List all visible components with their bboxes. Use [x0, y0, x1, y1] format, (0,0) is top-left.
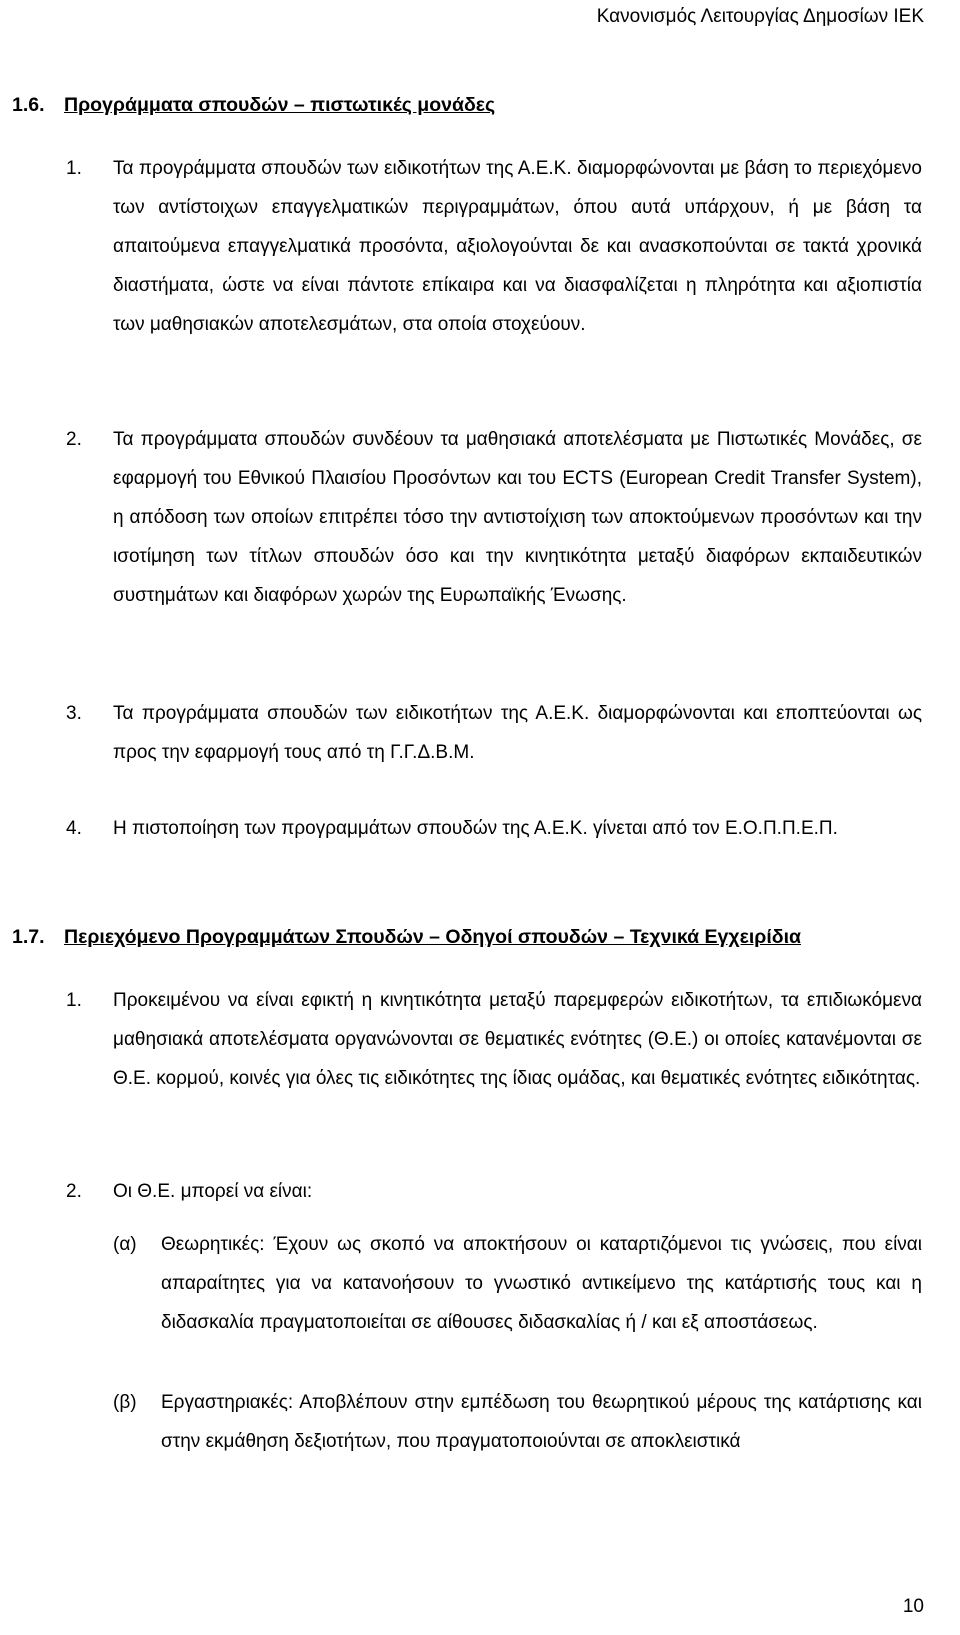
sub-list-item-text: Εργαστηριακές: Αποβλέπουν στην εμπέδωση του θεωρητικού μέρους της κατάρτισης και στην εκμάθηση δεξιοτήτων, που πραγματοποιούνται σε αποκλειστικά: [161, 1392, 922, 1452]
sub-list-item-text: Θεωρητικές: Έχουν ως σκοπό να αποκτήσουν οι καταρτιζόμενοι τις γνώσεις, που είναι απαραίτητες για να κατανοήσουν το γνωστικό αντικείμενο της κατάρτισής τους και η διδασκαλία πραγματοποιείται σε αίθουσες διδασκαλίας ή / και εξ αποστάσεως.: [161, 1234, 922, 1333]
section-heading-1-7: [12, 926, 922, 949]
page-number: 10: [902, 1596, 924, 1617]
list-item-number: 2.: [66, 1181, 82, 1202]
sub-list-item: [113, 1383, 922, 1461]
list-item-number: 4.: [66, 818, 82, 839]
list-item: [66, 420, 922, 615]
sub-list-item-label: (α): [113, 1234, 137, 1255]
list-item-number: 2.: [66, 429, 82, 450]
list-item-text: Προκειμένου να είναι εφικτή η κινητικότητα μεταξύ παρεμφερών ειδικοτήτων, τα επιδιωκόμενα μαθησιακά αποτελέσματα οργανώνονται σε θεματικές ενότητες (Θ.Ε.) οι οποίες κατανέμονται σε Θ.Ε. κορμού, κοινές για όλες τις ειδικότητες της ίδιας ομάδας, και θεματικές ενότητες ειδικότητας.: [113, 990, 922, 1089]
list-item: [66, 809, 922, 848]
list-item-text: Οι Θ.Ε. μπορεί να είναι:: [113, 1181, 313, 1202]
list-item-text: Η πιστοποίηση των προγραμμάτων σπουδών της Α.Ε.Κ. γίνεται από τον Ε.Ο.Π.Π.Ε.Π.: [113, 818, 838, 839]
sub-list-item: [113, 1225, 922, 1342]
running-header: Κανονισμός Λειτουργίας Δημοσίων ΙΕΚ: [596, 6, 924, 27]
sub-list-item-label: (β): [113, 1392, 137, 1413]
list-item-text: Τα προγράμματα σπουδών συνδέουν τα μαθησιακά αποτελέσματα με Πιστωτικές Μονάδες, σε εφαρμογή του Εθνικού Πλαισίου Προσόντων και του ECTS (European Credit Transfer System), η απόδοση των οποίων επιτρέπει τόσο την αντιστοίχιση των αποκτούμενων προσόντων και την ισοτίμηση των τίτλων σπουδών όσο και την κινητικότητα μεταξύ διαφόρων εκπαιδευτικών συστημάτων και διαφόρων χωρών της Ευρωπαϊκής Ένωσης.: [113, 429, 922, 606]
list-item: [66, 694, 922, 772]
list-item: [66, 1172, 922, 1211]
section-heading-1-6: [12, 94, 922, 117]
section-number: 1.6.: [12, 94, 45, 116]
list-item-number: 1.: [66, 990, 82, 1011]
list-item-number: 3.: [66, 703, 82, 724]
list-item: [66, 149, 922, 344]
section-number: 1.7.: [12, 926, 45, 948]
section-title: Περιεχόμενο Προγραμμάτων Σπουδών – Οδηγοί σπουδών – Τεχνικά Εγχειρίδια: [64, 926, 802, 948]
list-item-text: Τα προγράμματα σπουδών των ειδικοτήτων της Α.Ε.Κ. διαμορφώνονται με βάση το περιεχόμενο των αντίστοιχων επαγγελματικών περιγραμμάτων, όπου αυτά υπάρχουν, ή με βάση τα απαιτούμενα επαγγελματικά προσόντα, αξιολογούνται δε και ανασκοπούνται σε τακτά χρονικά διαστήματα, ώστε να είναι πάντοτε επίκαιρα και να διασφαλίζεται η πληρότητα και αξιοπιστία των μαθησιακών αποτελεσμάτων, στα οποία στοχεύουν.: [113, 158, 922, 335]
list-item: [66, 981, 922, 1098]
list-item-number: 1.: [66, 158, 82, 179]
list-item-text: Τα προγράμματα σπουδών των ειδικοτήτων της Α.Ε.Κ. διαμορφώνονται και εποπτεύονται ως προς την εφαρμογή τους από τη Γ.Γ.Δ.Β.Μ.: [113, 703, 922, 763]
section-title: Προγράμματα σπουδών – πιστωτικές μονάδες: [64, 94, 496, 116]
